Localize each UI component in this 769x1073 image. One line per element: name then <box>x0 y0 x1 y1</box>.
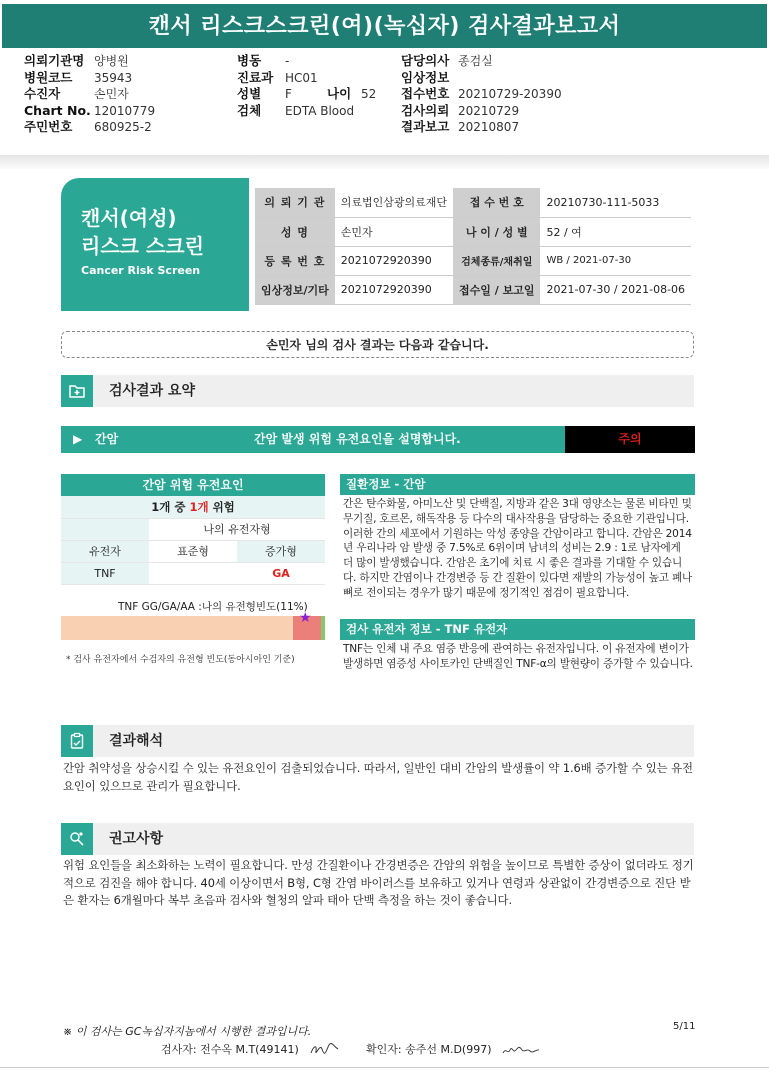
info-value: 손민자 <box>335 217 453 246</box>
meta-label: 접수번호 <box>401 86 450 101</box>
table-row <box>61 518 325 540</box>
risk-count-hit: 1개 <box>189 499 209 514</box>
table-row <box>61 562 325 584</box>
consultation-icon <box>61 823 93 855</box>
info-value: 20210730-111-5033 <box>540 188 691 217</box>
meta-label: 수진자 <box>24 86 61 101</box>
section-divider <box>0 155 769 169</box>
table-row <box>61 540 325 562</box>
age-value: 52 <box>361 87 377 101</box>
bottom-rule <box>0 1067 769 1068</box>
advice-title: 권고사항 <box>109 831 164 847</box>
meta-column-3 <box>401 53 562 136</box>
info-label: 접 수 번 호 <box>453 188 540 217</box>
tester-name: 검사자: 전수옥 M.T(49141) <box>161 1043 299 1056</box>
meta-label: 담당의사 <box>401 53 450 68</box>
play-arrow-icon: ▶ <box>73 432 83 446</box>
advice-section-header <box>61 823 694 855</box>
advice-text: 위험 요인들을 최소화하는 노력이 필요합니다. 만성 간질환이나 간경변증은 간암의 위험을 높이므로 특별한 증상이 없더라도 정기적으로 검진을 해야 합니다. 40세 이상이면서 B형, C형 간염 바이러스를 보유하고 있거나 연령과 상관없이 간경변증으로 진단 받은 환자는 6개월마다 복부 초음파 검사와 혈청의 알파 태아 단백 측정을 하는 것이 좋습니다. <box>63 858 694 907</box>
meta-value: 680925-2 <box>94 120 152 134</box>
rare-genotype-segment <box>321 616 325 640</box>
genotype-frequency-bar <box>61 610 325 640</box>
cancer-description: 간암 발생 위험 유전요인을 설명합니다. <box>254 432 461 446</box>
report-title: 캔서 리스크스크린(여)(녹십자) 검사결과보고서 <box>2 4 767 48</box>
summary-title: 검사결과 요약 <box>109 383 196 399</box>
meta-label: 병원코드 <box>24 69 73 85</box>
page-number: 5/11 <box>673 1021 696 1032</box>
info-value: 52 / 여 <box>540 217 691 246</box>
disease-info-text: 간은 탄수화물, 아미노산 및 단백질, 지방과 같은 3대 영양소는 물론 비타민 및 무기질, 호르몬, 해독작용 등 다수의 대사작용을 담당하는 중요한 기관입니다. 이러한 간의 세포에서 기원하는 악성 종양을 간암이라고 합니다. 간암은 2014년 우리나라 암 발생 중 7.5%로 6위이며 남녀의 성비는 2.9 : 1로 남자에게 더 많이 발생했습니다. 간암은 초기에 치료 시 좋은 결과를 기대할 수 있습니다. 하지만 간염이나 간경변증 등 간 질환이 있다면 재발의 가능성이 높고 폐나 뼈로 전이되는 경우가 많기 때문에 정기적인 점검이 필요합니다. <box>343 498 693 599</box>
cancer-name: 간암 <box>95 432 119 446</box>
age-field <box>327 86 376 103</box>
risk-factor-header: 간암 위험 유전요인 <box>61 474 325 496</box>
star-marker-icon: ★ <box>299 610 312 626</box>
meta-label: 임상정보 <box>401 69 450 85</box>
result-notice: 손민자 님의 검사 결과는 다음과 같습니다. <box>61 331 694 358</box>
meta-label: 진료과 <box>237 69 274 85</box>
test-info-table <box>255 188 691 305</box>
age-label: 나이 <box>327 86 352 101</box>
info-label: 의 뢰 기 관 <box>255 188 335 217</box>
gene-column-header: 유전자 <box>61 540 149 562</box>
risk-count <box>61 496 325 518</box>
table-row <box>255 246 691 275</box>
meta-value: HC01 <box>285 70 318 85</box>
risk-status-badge: 주의 <box>565 426 695 453</box>
info-label: 검체종류/채취일 <box>453 246 540 275</box>
meta-column-2 <box>237 53 377 119</box>
gene-info-text: TNF는 인체 내 주요 염증 반응에 관여하는 유전자입니다. 이 유전자에 변이가 발생하면 염증성 사이토카인 단백질인 TNF-α의 발현량이 증가할 수 있습니다. <box>343 643 693 670</box>
confirmer-signature <box>366 1041 541 1057</box>
meta-value: F <box>285 87 292 101</box>
info-label: 나 이 / 성 별 <box>453 217 540 246</box>
meta-value: 20210729-20390 <box>458 87 562 101</box>
info-label: 등 록 번 호 <box>255 246 335 275</box>
meta-value: 20210729 <box>458 103 520 118</box>
table-row <box>255 217 691 246</box>
gene-info-header: 검사 유전자 정보 - TNF 유전자 <box>340 619 695 640</box>
meta-label: 결과보고 <box>401 119 450 134</box>
risk-count-suffix: 위험 <box>208 499 235 514</box>
disease-info-header: 질환정보 - 간암 <box>340 474 695 495</box>
meta-value: 12010779 <box>94 103 156 118</box>
report-header-card <box>61 178 694 311</box>
gene-name: TNF <box>61 562 149 584</box>
meta-value: - <box>285 54 290 68</box>
info-value: 의료법인삼광의료재단 <box>335 188 453 217</box>
folder-plus-icon <box>61 375 93 407</box>
meta-label: 성별 <box>237 86 262 101</box>
info-value: 2021072920390 <box>335 246 453 275</box>
meta-value: 종검실 <box>458 54 493 68</box>
test-name-line1: 캔서(여성) <box>81 206 177 230</box>
risk-count-prefix: 1개 중 <box>151 499 190 514</box>
test-name-line2: 리스크 스크린 <box>81 234 204 258</box>
info-value: 2021072920390 <box>335 275 453 304</box>
test-name-english: Cancer Risk Screen <box>81 264 201 277</box>
info-label: 접수일 / 보고일 <box>453 275 540 304</box>
info-label: 임상정보/기타 <box>255 275 335 304</box>
meta-label: Chart No. <box>24 102 91 118</box>
tester-signature <box>161 1041 344 1059</box>
increased-value: GA <box>237 562 325 584</box>
empty-cell <box>61 518 149 540</box>
interpretation-title: 결과해석 <box>109 733 164 749</box>
meta-label: 검체 <box>237 102 262 118</box>
genotype-frequency-label: TNF GG/GA/AA :나의 유전형빈도(11%) <box>118 601 308 613</box>
info-label: 성 명 <box>255 217 335 246</box>
table-row <box>61 496 325 518</box>
handwritten-signature-icon <box>501 1043 541 1057</box>
meta-value: 손민자 <box>94 87 129 101</box>
test-name-box <box>61 178 249 311</box>
confirmer-name: 확인자: 송주선 M.D(997) <box>366 1043 492 1056</box>
summary-section-header <box>61 375 694 407</box>
cancer-result-bar <box>61 426 695 453</box>
meta-value: 양병원 <box>94 54 129 68</box>
table-row <box>255 188 691 217</box>
meta-label: 주민번호 <box>24 119 73 134</box>
standard-column-header: 표준형 <box>149 540 237 562</box>
meta-column-1 <box>24 53 155 136</box>
meta-label: 의뢰기관명 <box>24 53 85 68</box>
interpretation-text: 간암 취약성을 상승시킬 수 있는 유전요인이 검출되었습니다. 따라서, 일반인 대비 간암의 발생률이 약 1.6배 증가할 수 있는 유전요인이 있으므로 관리가 필요합니다. <box>63 761 693 793</box>
table-row <box>255 275 691 304</box>
standard-value <box>149 562 237 584</box>
my-genotype-header: 나의 유전자형 <box>149 518 325 540</box>
meta-value: 20210807 <box>458 120 520 134</box>
clipboard-icon <box>61 725 93 757</box>
frequency-footnote: * 검사 유전자에서 수검자의 유전형 빈도(동아시아인 기준) <box>66 655 295 665</box>
patient-meta <box>0 53 769 151</box>
info-value: WB / 2021-07-30 <box>540 246 691 275</box>
risk-factor-table <box>61 496 325 585</box>
meta-label: 검사의뢰 <box>401 102 450 118</box>
lab-note: ※ 이 검사는 GC녹십자지놈에서 시행한 결과입니다. <box>63 1025 312 1038</box>
handwritten-signature-icon <box>308 1041 344 1059</box>
meta-label: 병동 <box>237 53 262 68</box>
info-value: 2021-07-30 / 2021-08-06 <box>540 275 691 304</box>
interpretation-section-header <box>61 725 694 757</box>
meta-value: 35943 <box>94 70 133 85</box>
meta-value: EDTA Blood <box>285 103 355 118</box>
increased-column-header: 증가형 <box>237 540 325 562</box>
